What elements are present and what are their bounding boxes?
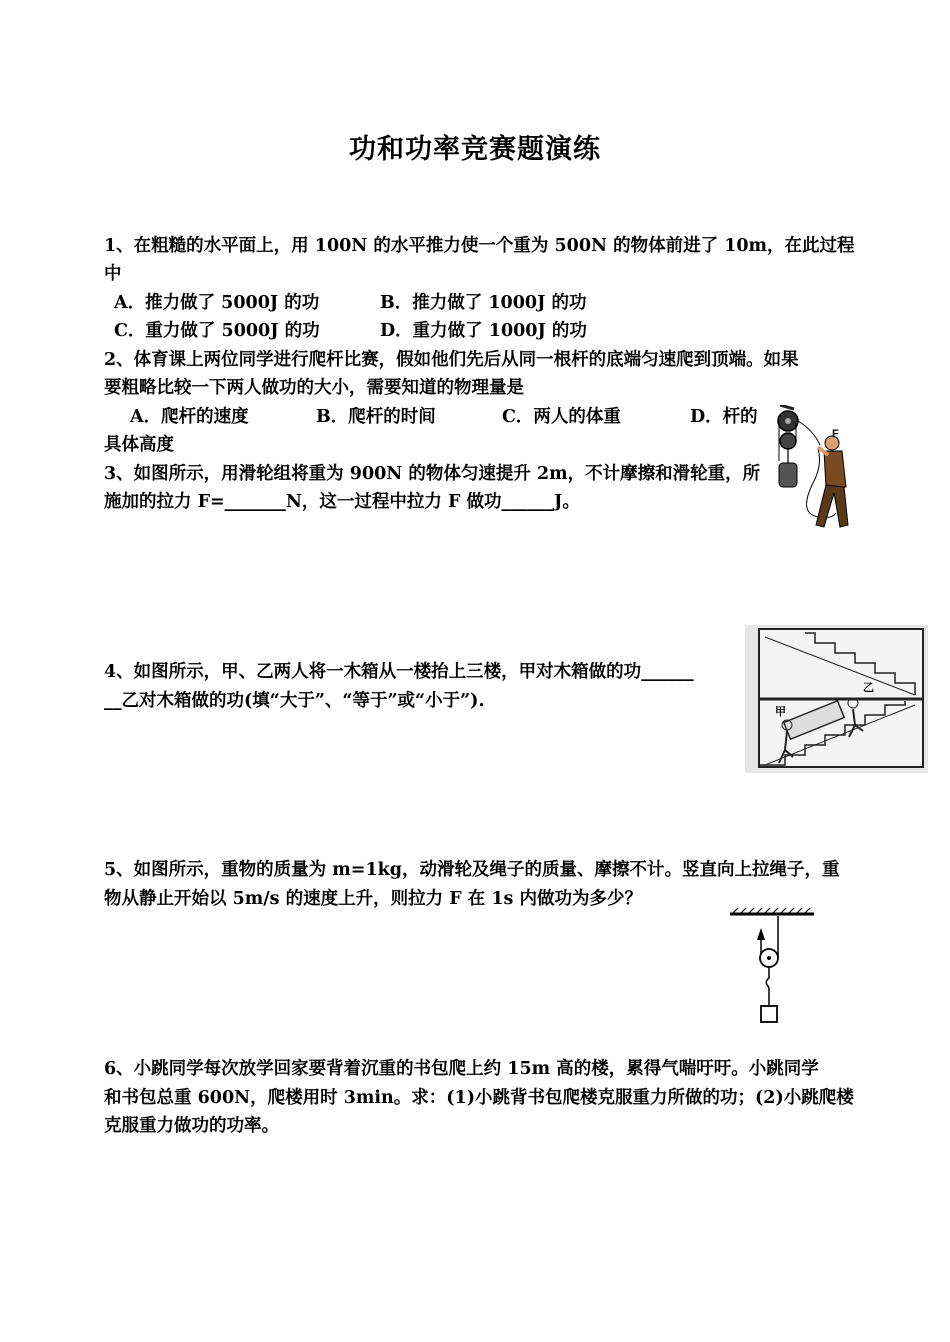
q2-line2: 要粗略比较一下两人做功的大小，需要知道的物理量是 — [104, 378, 524, 398]
pulley-person-figure — [768, 405, 854, 541]
force-label-f: F — [832, 428, 839, 440]
q2-option-b: B．爬杆的时间 — [316, 407, 436, 427]
q4-line1: 4、如图所示，甲、乙两人将一木箱从一楼抬上三楼，甲对木箱做的功______ — [104, 662, 694, 682]
label-jia: 甲 — [775, 705, 786, 718]
q1-line1: 1、在粗糙的水平面上，用 100N 的水平推力使一个重为 500N 的物体前进了 10m，在此过程 — [104, 236, 855, 256]
q1-option-a: A．推力做了 5000J 的功 — [114, 293, 320, 313]
page-title: 功和功率竞赛题演练 — [349, 134, 601, 165]
q1-option-b: B．推力做了 1000J 的功 — [380, 293, 587, 313]
q2-line1: 2、体育课上两位同学进行爬杆比赛，假如他们先后从同一根杆的底端匀速爬到顶端。如果 — [104, 350, 799, 370]
q5-line2: 物从静止开始以 5m/s 的速度上升，则拉力 F 在 1s 内做功为多少？ — [104, 889, 642, 909]
q2-option-a: A．爬杆的速度 — [130, 407, 249, 427]
q5-line1: 5、如图所示，重物的质量为 m=1kg，动滑轮及绳子的质量、摩擦不计。竖直向上拉绳子，重 — [104, 860, 840, 880]
q2-option-d: D．杆的 — [690, 407, 758, 427]
q2-line3: 具体高度 — [104, 435, 174, 455]
q6-line3: 克服重力做功的功率。 — [104, 1116, 279, 1136]
label-yi: 乙 — [863, 681, 874, 694]
q1-option-c: C．重力做了 5000J 的功 — [114, 321, 320, 341]
q3-line2: 施加的拉力 F=_______N，这一过程中拉力 F 做功______J。 — [104, 492, 580, 512]
staircase-box-figure — [745, 625, 928, 773]
q6-line2: 和书包总重 600N，爬楼用时 3min。求：(1)小跳背书包爬楼克服重力所做的功；(2)小跳爬楼 — [104, 1088, 854, 1108]
q4-line2: __乙对木箱做的功(填“大于”、“等于”或“小于”). — [104, 691, 485, 711]
q1-line2: 中 — [104, 264, 122, 284]
q2-option-c: C．两人的体重 — [502, 407, 621, 427]
q6-line1: 6、小跳同学每次放学回家要背着沉重的书包爬上约 15m 高的楼，累得气喘吁吁。小跳同学 — [104, 1059, 819, 1079]
movable-pulley-figure — [728, 906, 818, 1030]
q1-option-d: D．重力做了 1000J 的功 — [380, 321, 587, 341]
q3-line1: 3、如图所示，用滑轮组将重为 900N 的物体匀速提升 2m，不计摩擦和滑轮重，所 — [104, 464, 761, 484]
